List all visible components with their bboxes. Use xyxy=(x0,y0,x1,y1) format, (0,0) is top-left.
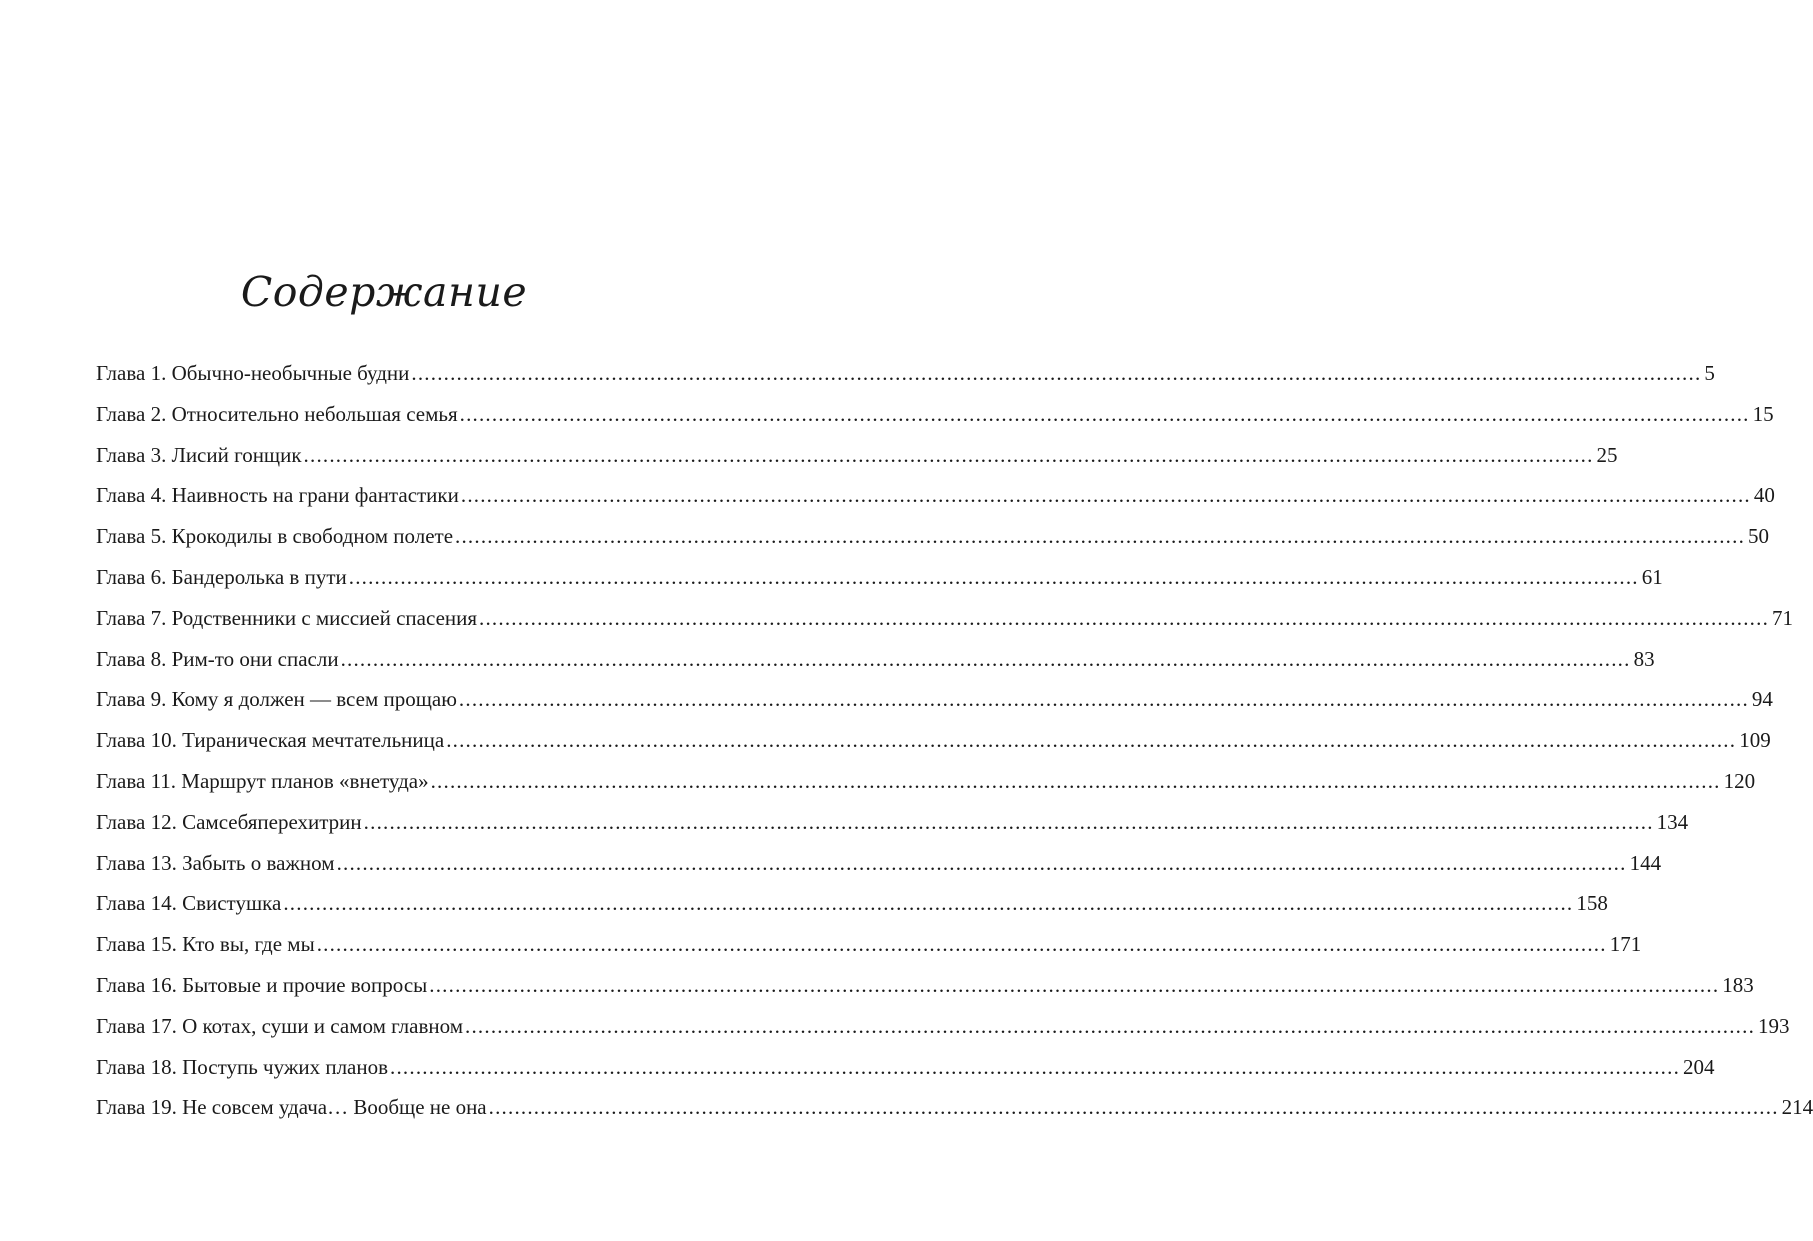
dot-leader: ........................................................................................................................................................................................................ xyxy=(459,401,1750,426)
toc-entry xyxy=(96,843,1662,884)
chapter-title: Глава 9. Кому я должен — всем прощаю xyxy=(96,687,457,712)
toc-entry xyxy=(96,1006,1790,1047)
page-number: 193 xyxy=(1758,1013,1790,1038)
toc-title: Содержание xyxy=(240,268,528,316)
page-number: 94 xyxy=(1751,687,1773,712)
toc-entry xyxy=(96,435,1618,476)
toc-entry xyxy=(96,639,1655,680)
dot-leader: ........................................................................................................................................................................................................ xyxy=(336,850,1627,875)
dot-leader: ........................................................................................................................................................................................................ xyxy=(348,564,1639,589)
chapter-title: Глава 13. Забыть о важном xyxy=(96,850,335,875)
page-number: 5 xyxy=(1704,361,1715,385)
page-number: 83 xyxy=(1633,646,1655,671)
chapter-title: Глава 19. Не совсем удача… Вообще не она xyxy=(96,1095,487,1120)
page-number: 71 xyxy=(1772,605,1794,630)
chapter-title: Глава 8. Рим-то они спасли xyxy=(96,646,339,671)
toc-entry xyxy=(96,802,1689,843)
page-number: 214 xyxy=(1781,1095,1813,1120)
chapter-title: Глава 14. Свистушка xyxy=(96,891,282,916)
toc-entry xyxy=(96,761,1756,802)
chapter-title: Глава 10. Тираническая мечтательница xyxy=(96,728,445,753)
dot-leader: ........................................................................................................................................................................................................ xyxy=(458,687,1749,712)
dot-leader: ........................................................................................................................................................................................................ xyxy=(455,524,1746,549)
chapter-title: Глава 11. Маршрут планов «внетуда» xyxy=(96,768,429,793)
chapter-title: Глава 17. О котах, суши и самом главном xyxy=(96,1013,464,1038)
page-number: 50 xyxy=(1748,524,1770,549)
page-number: 25 xyxy=(1596,442,1618,467)
page-number: 134 xyxy=(1656,809,1689,834)
page-number: 183 xyxy=(1722,972,1754,997)
chapter-title: Глава 4. Наивность на грани фантастики xyxy=(96,483,459,508)
dot-leader: ........................................................................................................................................................................................................ xyxy=(316,932,1607,957)
toc-entry xyxy=(96,965,1754,1006)
toc-entry xyxy=(96,1087,1813,1128)
chapter-title: Глава 16. Бытовые и прочие вопросы xyxy=(96,972,428,997)
page-number: 144 xyxy=(1629,850,1662,875)
toc-entry xyxy=(96,598,1794,639)
page-number: 61 xyxy=(1641,564,1663,589)
chapter-title: Глава 15. Кто вы, где мы xyxy=(96,932,315,957)
dot-leader: ........................................................................................................................................................................................................ xyxy=(363,809,1654,834)
chapter-title: Глава 18. Поступь чужих планов xyxy=(96,1054,389,1079)
chapter-title: Глава 1. Обычно-необычные будни xyxy=(96,361,410,385)
toc-list xyxy=(96,353,1813,1128)
toc-entry xyxy=(96,557,1663,598)
chapter-title: Глава 3. Лисий гонщик xyxy=(96,442,302,467)
dot-leader: ........................................................................................................................................................................................................ xyxy=(411,361,1702,385)
page-number: 120 xyxy=(1723,768,1756,793)
toc-entry xyxy=(96,720,1771,761)
toc-entry xyxy=(96,516,1770,557)
toc-entry xyxy=(96,924,1642,965)
page-number: 109 xyxy=(1739,728,1771,753)
dot-leader: ........................................................................................................................................................................................................ xyxy=(488,1095,1779,1120)
dot-leader: ........................................................................................................................................................................................................ xyxy=(430,768,1721,793)
toc-entry xyxy=(96,1047,1715,1088)
dot-leader: ........................................................................................................................................................................................................ xyxy=(429,972,1720,997)
toc-entry xyxy=(96,475,1775,516)
page-number: 15 xyxy=(1752,401,1774,426)
dot-leader: ........................................................................................................................................................................................................ xyxy=(303,442,1594,467)
toc-entry xyxy=(96,394,1774,435)
dot-leader: ........................................................................................................................................................................................................ xyxy=(465,1013,1756,1038)
page-number: 40 xyxy=(1753,483,1775,508)
page-number: 204 xyxy=(1683,1054,1715,1079)
dot-leader: ........................................................................................................................................................................................................ xyxy=(479,605,1770,630)
dot-leader: ........................................................................................................................................................................................................ xyxy=(283,891,1574,916)
page-number: 171 xyxy=(1609,932,1642,957)
dot-leader: ........................................................................................................................................................................................................ xyxy=(390,1054,1681,1079)
chapter-title: Глава 2. Относительно небольшая семья xyxy=(96,401,458,426)
chapter-title: Глава 7. Родственники с миссией спасения xyxy=(96,605,478,630)
dot-leader: ........................................................................................................................................................................................................ xyxy=(446,728,1737,753)
chapter-title: Глава 6. Бандеролька в пути xyxy=(96,564,347,589)
dot-leader: ........................................................................................................................................................................................................ xyxy=(460,483,1751,508)
chapter-title: Глава 5. Крокодилы в свободном полете xyxy=(96,524,454,549)
toc-entry xyxy=(96,353,1715,394)
dot-leader: ........................................................................................................................................................................................................ xyxy=(340,646,1631,671)
toc-entry xyxy=(96,883,1608,924)
chapter-title: Глава 12. Самсебяперехитрин xyxy=(96,809,362,834)
toc-entry xyxy=(96,679,1773,720)
page-number: 158 xyxy=(1576,891,1608,916)
